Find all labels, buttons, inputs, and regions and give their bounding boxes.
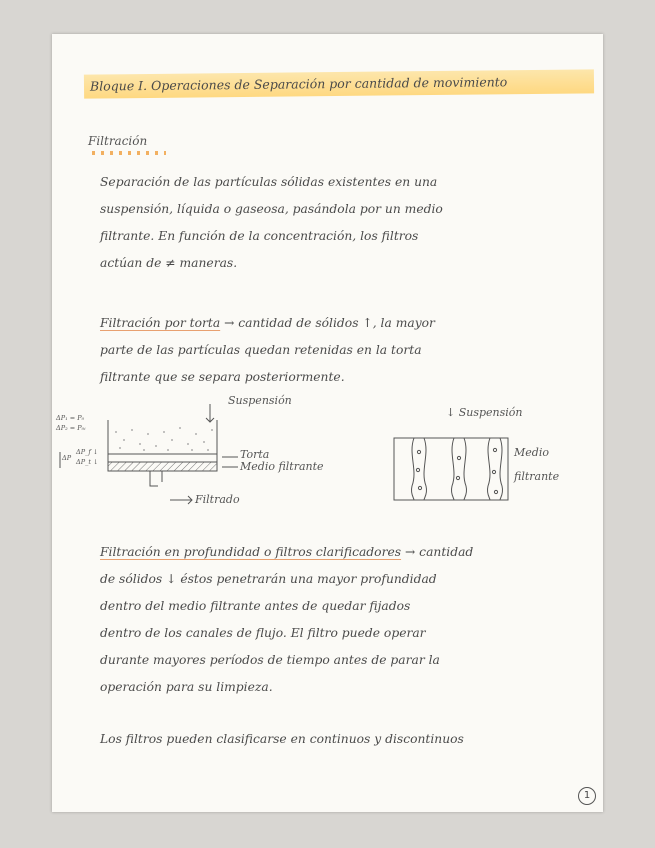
label-suspension-left: Suspensión: [228, 394, 292, 407]
depth-filter: [394, 438, 508, 500]
cake-particles: [115, 427, 213, 451]
paragraph-depth-filtration: [100, 539, 473, 701]
page-title: Bloque I. Operaciones de Separación por cantidad de movimiento: [84, 69, 594, 98]
text-line: filtrante que se separa posteriormente.: [100, 370, 345, 384]
text-fragment: → cantidad: [401, 545, 474, 559]
text-line: suspensión, líquida o gaseosa, pasándola por un medio: [100, 202, 443, 216]
text-line: Separación de las partículas sólidas existentes en una: [100, 175, 438, 189]
label-pressure-1: ΔP₁ = P₀: [56, 414, 85, 422]
label-pressure-3: ΔP: [62, 454, 72, 462]
text-line: [100, 539, 473, 566]
paragraph-classification: Los filtros pueden clasificarse en continuos y discontinuos: [100, 732, 464, 746]
label-pressure-2: ΔP₂ = P₀ᵢ: [56, 424, 86, 432]
text-line: actúan de ≠ maneras.: [100, 256, 238, 270]
label-filtrante: filtrante: [514, 470, 560, 483]
page-number: 1: [578, 787, 596, 805]
text-line: filtrante. En función de la concentración, los filtros: [100, 229, 419, 243]
text-line: durante mayores períodos de tiempo antes de parar la: [100, 653, 440, 667]
text-line: operación para su limpieza.: [100, 680, 273, 694]
label-filtrate: Filtrado: [195, 493, 240, 506]
text-line: dentro del medio filtrante antes de quedar fijados: [100, 599, 411, 613]
label-pressure-5: ΔP_t ↓: [76, 458, 99, 466]
label-pressure-4: ΔP_f ↓: [76, 448, 99, 456]
label-medio: Medio: [514, 446, 549, 459]
term-depth-filtration: Filtración en profundidad o filtros clarificadores: [100, 545, 402, 559]
text-line: de sólidos ↓ éstos penetrarán una mayor profundidad: [100, 572, 437, 586]
label-filter-medium: Medio filtrante: [240, 460, 324, 473]
filter-medium-hatch: [108, 462, 217, 471]
text-line: parte de las partículas quedan retenidas en la torta: [100, 343, 422, 357]
notebook-page: [52, 34, 603, 812]
outlet-pipe: [150, 471, 158, 486]
text-line: dentro de los canales de flujo. El filtro puede operar: [100, 626, 426, 640]
label-cake: Torta: [240, 448, 270, 461]
label-suspension-right: ↓ Suspensión: [446, 406, 523, 419]
section-heading: Filtración: [88, 134, 148, 148]
term-cake-filtration: Filtración por torta: [100, 316, 221, 330]
text-fragment: → cantidad de sólidos ↑, la mayor: [220, 316, 435, 330]
